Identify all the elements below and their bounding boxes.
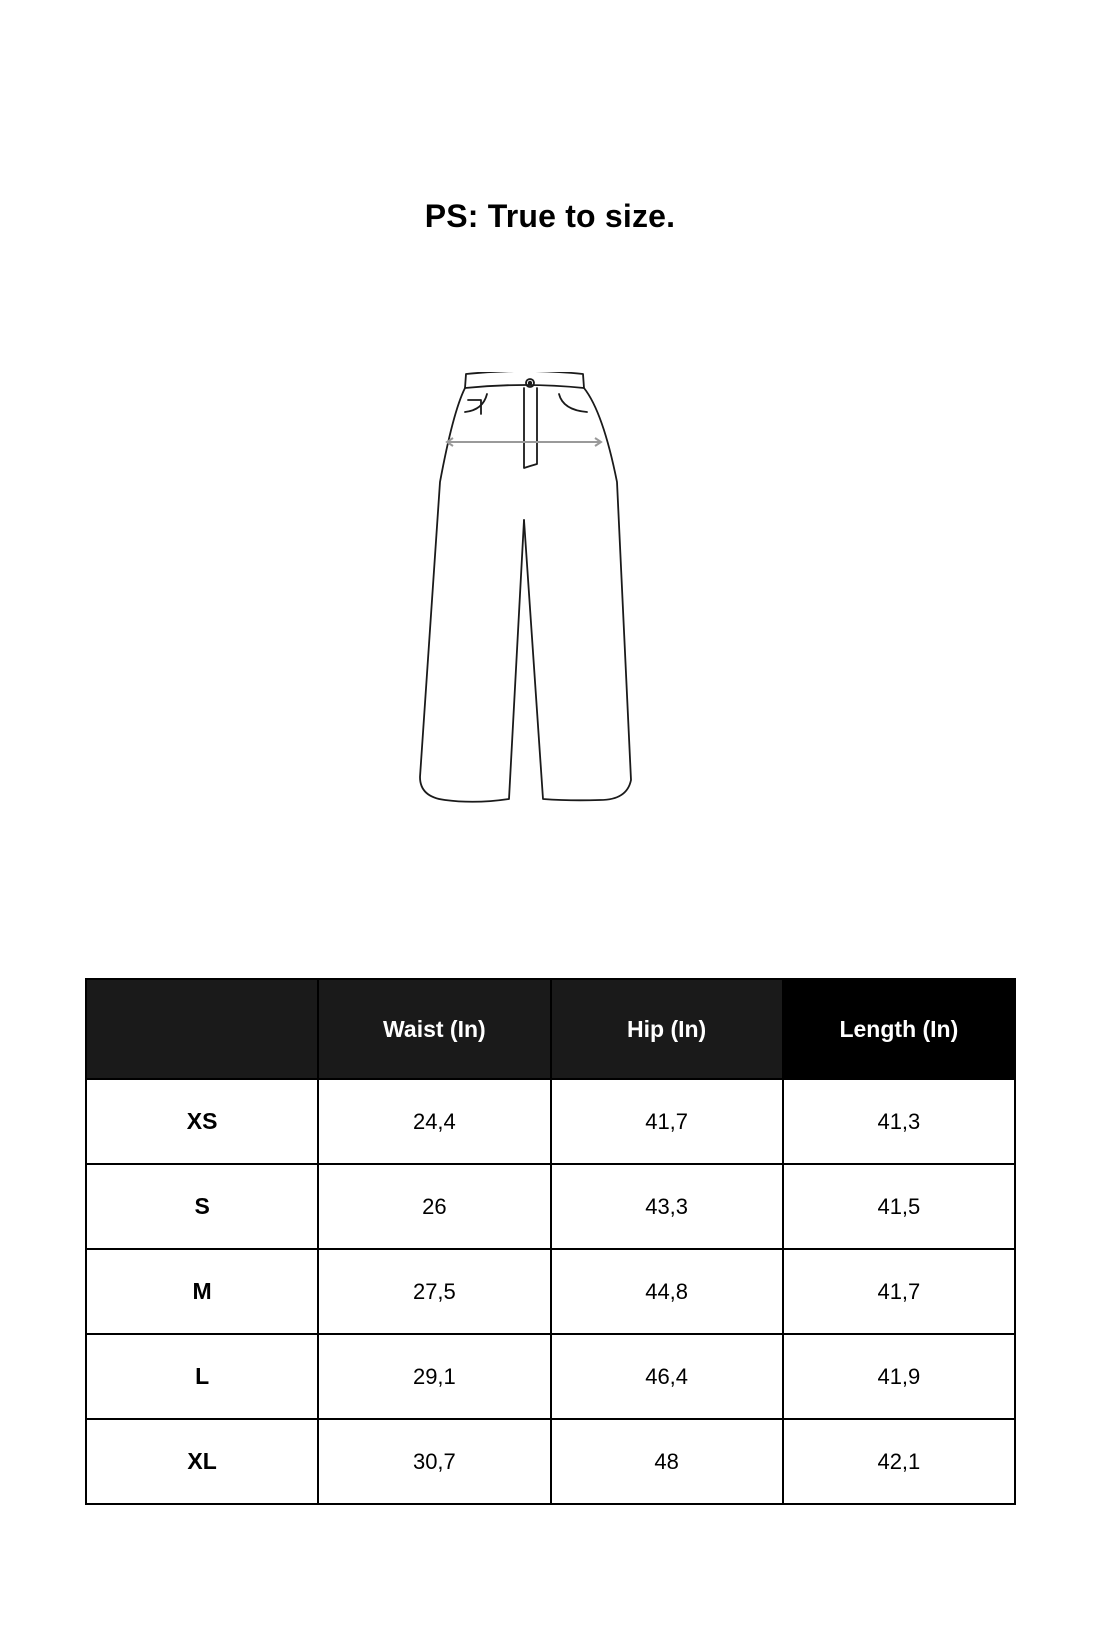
length-value: 41,5 (783, 1164, 1015, 1249)
header-length: Length (In) (783, 979, 1015, 1079)
table-row (86, 1249, 1015, 1334)
waist-value: 27,5 (318, 1249, 550, 1334)
table-row (86, 1164, 1015, 1249)
waist-value: 26 (318, 1164, 550, 1249)
waist-value: 24,4 (318, 1079, 550, 1164)
header-corner-cell (86, 979, 318, 1079)
hip-value: 44,8 (551, 1249, 783, 1334)
size-chart-table (85, 978, 1016, 1505)
page-title: PS: True to size. (424, 198, 676, 234)
size-label: L (86, 1334, 318, 1419)
header-waist: Waist (In) (318, 979, 550, 1079)
size-label: XL (86, 1419, 318, 1504)
hip-value: 41,7 (551, 1079, 783, 1164)
header-hip: Hip (In) (551, 979, 783, 1079)
waist-value: 30,7 (318, 1419, 550, 1504)
waist-value: 29,1 (318, 1334, 550, 1419)
size-label: XS (86, 1079, 318, 1164)
table-header-row (86, 979, 1015, 1079)
hip-value: 48 (551, 1419, 783, 1504)
length-value: 41,9 (783, 1334, 1015, 1419)
length-value: 42,1 (783, 1419, 1015, 1504)
table-row (86, 1419, 1015, 1504)
hip-value: 43,3 (551, 1164, 783, 1249)
table-row (86, 1079, 1015, 1164)
table-row (86, 1334, 1015, 1419)
length-value: 41,3 (783, 1079, 1015, 1164)
length-value: 41,7 (783, 1249, 1015, 1334)
wide-leg-pants-icon (405, 372, 675, 852)
size-label: M (86, 1249, 318, 1334)
size-label: S (86, 1164, 318, 1249)
hip-value: 46,4 (551, 1334, 783, 1419)
